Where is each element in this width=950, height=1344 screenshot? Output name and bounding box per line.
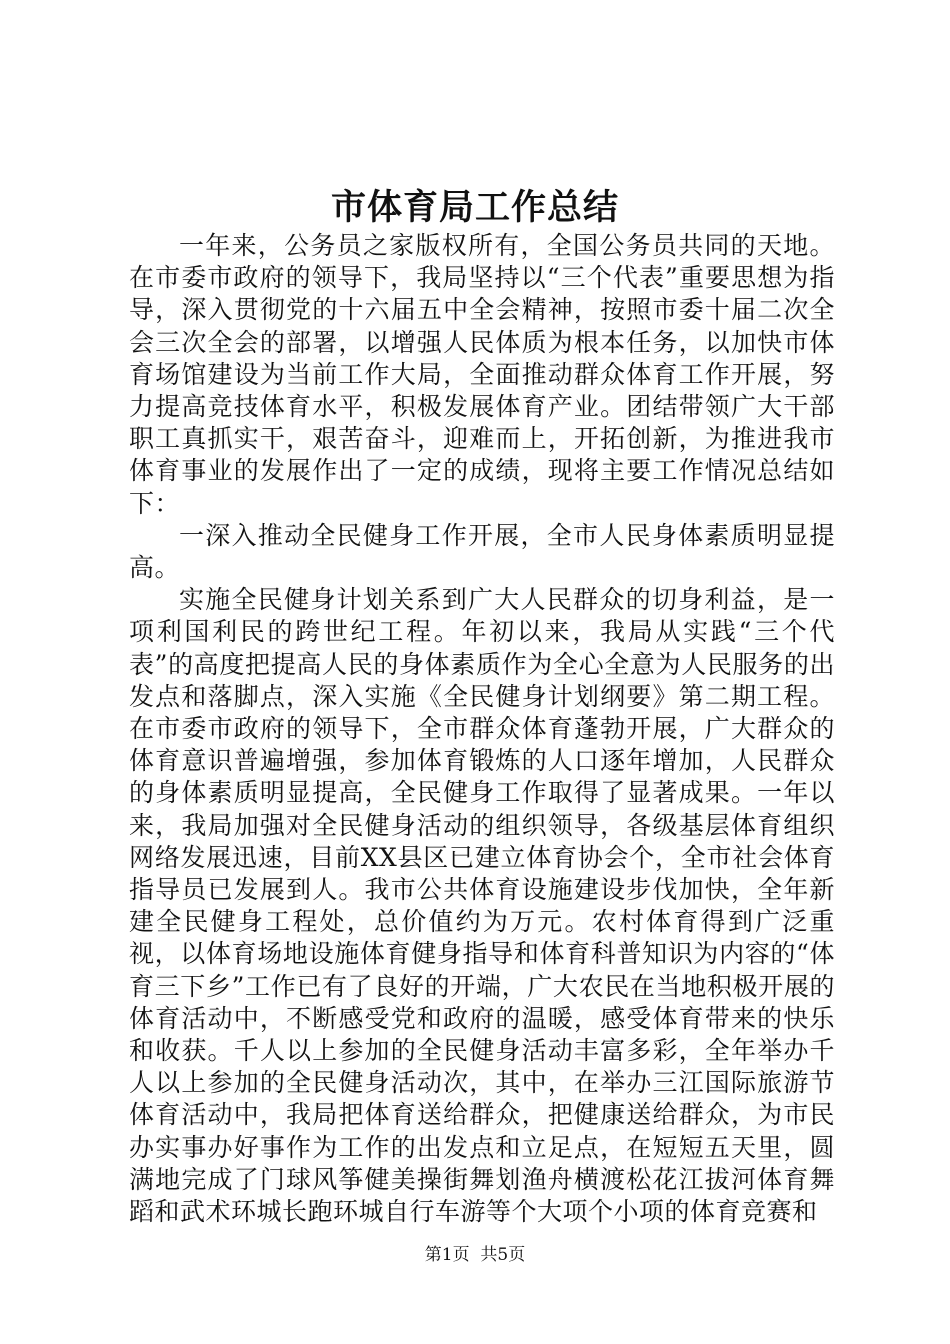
document-title: 市体育局工作总结 <box>330 187 619 228</box>
page-number: 第1页 共5页 <box>424 1245 526 1265</box>
page-footer <box>0 1243 950 1267</box>
document-body <box>129 230 835 1228</box>
paragraph-fitness-program: 实施全民健身计划关系到广大人民群众的切身利益，是一项利国利民的跨世纪工程。年初以来，我局从实践“三个代表”的高度把提高人民的身体素质作为全心全意为人民服务的出发点和落脚点，深入实施《全民健身计划纲要》第二期工程。在市委市政府的领导下，全市群众体育蓬勃开展，广大群众的体育意识普遍增强，参加体育锻炼的人口逐年增加，人民群众的身体素质明显提高，全民健身工作取得了显著成果。一年以来，我局加强对全民健身活动的组织领导，各级基层体育组织网络发展迅速，目前XX县区已建立体育协会个，全市社会体育指导员已发展到人。我市公共体育设施建设步伐加快，全年新建全民健身工程处，总价值约为万元。农村体育得到广泛重视，以体育场地设施体育健身指导和体育科普知识为内容的“体育三下乡”工作已有了良好的开端，广大农民在当地积极开展的体育活动中，不断感受党和政府的温暖，感受体育带来的快乐和收获。千人以上参加的全民健身活动丰富多彩，全年举办千人以上参加的全民健身活动次，其中，在举办三江国际旅游节体育活动中，我局把体育送给群众，把健康送给群众，为市民办实事办好事作为工作的出发点和立足点，在短短五天里，圆满地完成了门球风筝健美操街舞划渔舟横渡松花江拔河体育舞蹈和武术环城长跑环城自行车游等个大项个小项的体育竞赛和 <box>129 585 835 1227</box>
paragraph-intro: 一年来，公务员之家版权所有，全国公务员共同的天地。在市委市政府的领导下，我局坚持以“三个代表”重要思想为指导，深入贯彻党的十六届五中全会精神，按照市委十届二次全会三次全会的部署，以增强人民体质为根本任务，以加快市体育场馆建设为当前工作大局，全面推动群众体育工作开展，努力提高竞技体育水平，积极发展体育产业。团结带领广大干部职工真抓实干，艰苦奋斗，迎难而上，开拓创新，为推进我市体育事业的发展作出了一定的成绩，现将主要工作情况总结如下： <box>129 231 835 518</box>
paragraph-section-heading: 一深入推动全民健身工作开展，全市人民身体素质明显提高。 <box>129 520 835 583</box>
